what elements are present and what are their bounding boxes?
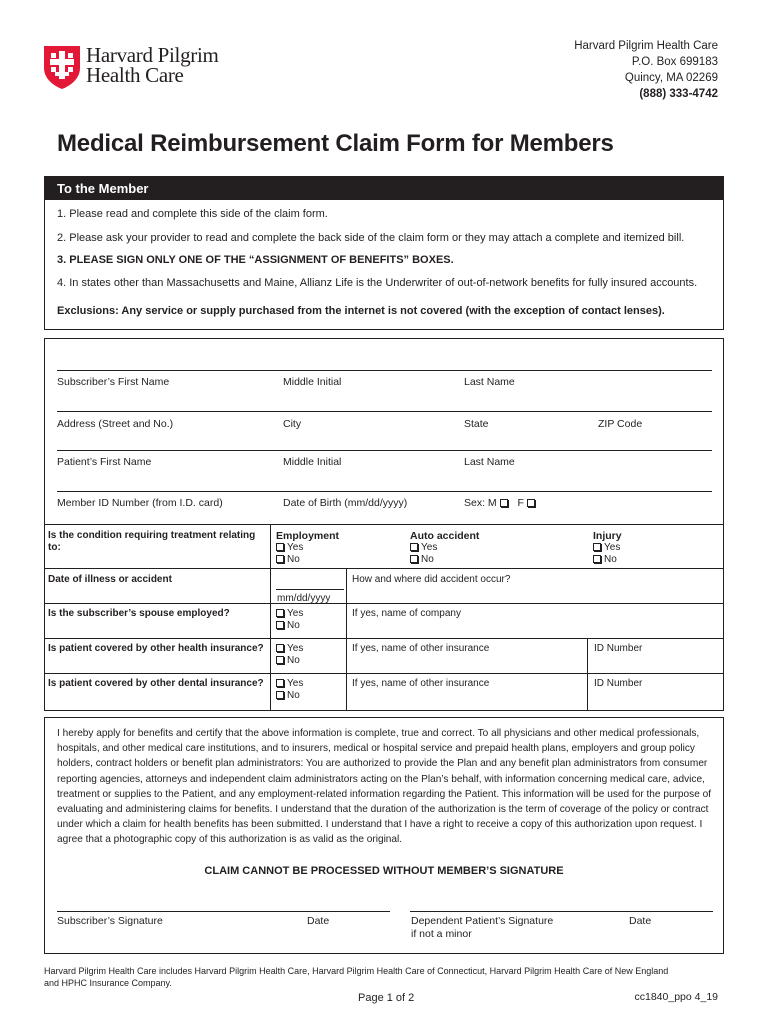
table-col-divider xyxy=(270,524,271,711)
no-label: No xyxy=(287,620,300,631)
member-id-label: Member ID Number (from I.D. card) xyxy=(57,497,223,509)
date-label: Date xyxy=(629,915,652,927)
claim-signature-notice: CLAIM CANNOT BE PROCESSED WITHOUT MEMBER’S SIGNATURE xyxy=(204,865,564,877)
table-row-rule xyxy=(44,568,724,569)
other-dental-question: Is patient covered by other dental insurance? xyxy=(48,678,264,689)
id-number-label: ID Number xyxy=(594,643,643,654)
address-line: Harvard Pilgrim Health Care xyxy=(574,40,718,52)
address-line: Quincy, MA 02269 xyxy=(624,72,718,84)
injury-group xyxy=(593,530,622,566)
employment-yes-checkbox[interactable] xyxy=(276,543,284,551)
other-health-yes-checkbox[interactable] xyxy=(276,644,284,652)
patient-name-line[interactable] xyxy=(57,450,712,451)
table-row-rule xyxy=(44,673,724,674)
patient-first-name-label: Patient’s First Name xyxy=(57,456,152,468)
other-dental-no-checkbox[interactable] xyxy=(276,691,284,699)
no-label: No xyxy=(287,655,300,666)
auto-accident-label: Auto accident xyxy=(410,530,480,542)
logo-line1: Harvard Pilgrim xyxy=(86,43,219,67)
page-title: Medical Reimbursement Claim Form for Members xyxy=(57,130,614,157)
injury-no-checkbox[interactable] xyxy=(593,555,601,563)
answers-col-divider xyxy=(346,603,347,711)
instruction-item: 1. Please read and complete this side of the claim form. xyxy=(57,208,328,220)
auto-yes-checkbox[interactable] xyxy=(410,543,418,551)
dob-label: Date of Birth (mm/dd/yyyy) xyxy=(283,497,408,509)
auto-accident-group xyxy=(410,530,479,566)
form-code: cc1840_ppo 4_19 xyxy=(634,991,718,1003)
condition-question: Is the condition requiring treatment relating to: xyxy=(48,530,256,553)
sex-male-checkbox[interactable] xyxy=(500,499,508,507)
dependent-signature-line2: if not a minor xyxy=(411,928,472,940)
address-label: Address (Street and No.) xyxy=(57,418,174,430)
yes-label: Yes xyxy=(287,542,304,553)
dependent-signature-line1: Dependent Patient’s Signature xyxy=(411,915,554,927)
member-id-line[interactable] xyxy=(57,491,712,492)
other-health-no-checkbox[interactable] xyxy=(276,656,284,664)
instruction-item: 4. In states other than Massachusetts and Maine, Allianz Life is the Underwriter of out-of-network benefits for fully insured accounts. xyxy=(57,277,698,289)
no-label: No xyxy=(421,554,434,565)
other-dental-options xyxy=(276,678,303,702)
spouse-employed-question: Is the subscriber’s spouse employed? xyxy=(48,608,230,619)
employment-label: Employment xyxy=(276,530,340,542)
id-number-label: ID Number xyxy=(594,678,643,689)
city-label: City xyxy=(283,418,302,430)
date-illness-input[interactable] xyxy=(276,589,344,590)
date-col-divider xyxy=(346,568,347,603)
dependent-signature-line[interactable] xyxy=(410,911,713,912)
state-label: State xyxy=(464,418,489,430)
last-name-label: Last Name xyxy=(464,456,515,468)
instruction-item: 3. PLEASE SIGN ONLY ONE OF THE “ASSIGNMENT OF BENEFITS” BOXES. xyxy=(57,254,454,266)
company-name-label: If yes, name of company xyxy=(352,608,461,619)
injury-yes-checkbox[interactable] xyxy=(593,543,601,551)
injury-label: Injury xyxy=(593,530,622,542)
authorization-text: I hereby apply for benefits and certify that the above information is complete, true and correct. To all physicians and other medical professionals, hospitals, and other medical care institutions, and to insurers, medical or hospital service and prepaid health plans, employers and group policy holders, contract holders or benefit plan administrators: You are authorized to provide the Plan and any benefit plan administrators from consumer reporting agencies, attorneys and independent claim administrators acting on the Plan’s behalf, with information concerning medical care, advice, treatment or supplies to the Patient, and any employment-related information regarding the Patient. This information will be used for the purpose of evaluating and administering claims for benefits. I understand that the duration of the authorization is the term of coverage of the policy or contract under which a claim for health benefits has been submitted. I understand that I have a right to receive a copy of this authorization upon request. I agree that a photographic copy of this authorization is as valid as the original. xyxy=(57,728,712,846)
subscriber-name-line[interactable] xyxy=(57,370,712,371)
date-label: Date xyxy=(307,915,330,927)
yes-label: Yes xyxy=(287,643,304,654)
sex-female-label: F xyxy=(517,497,524,509)
sex-label: Sex: M xyxy=(464,497,497,509)
yes-label: Yes xyxy=(287,678,304,689)
id-col-divider xyxy=(587,638,588,711)
no-label: No xyxy=(287,554,300,565)
subscriber-signature-line[interactable] xyxy=(57,911,390,912)
logo-line2: Health Care xyxy=(86,63,184,87)
member-section-heading: To the Member xyxy=(44,176,724,200)
date-illness-label: Date of illness or accident xyxy=(48,574,172,585)
middle-initial-label: Middle Initial xyxy=(283,376,342,388)
other-health-options xyxy=(276,643,303,667)
spouse-no-checkbox[interactable] xyxy=(276,621,284,629)
no-label: No xyxy=(604,554,617,565)
other-health-question: Is patient covered by other health insurance? xyxy=(48,643,264,654)
zip-label: ZIP Code xyxy=(598,418,643,430)
employment-no-checkbox[interactable] xyxy=(276,555,284,563)
yes-label: Yes xyxy=(287,608,304,619)
other-insurance-name-label: If yes, name of other insurance xyxy=(352,643,490,654)
exclusions-note: Exclusions: Any service or supply purchased from the internet is not covered (with the exception of contact lenses). xyxy=(57,305,665,317)
middle-initial-label: Middle Initial xyxy=(283,456,342,468)
mailing-address xyxy=(574,38,718,102)
employment-group xyxy=(276,530,339,566)
subscriber-signature-label: Subscriber’s Signature xyxy=(57,915,163,927)
spouse-employed-options xyxy=(276,608,303,632)
address-line: P.O. Box 699183 xyxy=(631,56,718,68)
table-row-rule xyxy=(44,603,724,604)
date-format-hint: mm/dd/yyyy xyxy=(277,593,331,604)
how-where-label: How and where did accident occur? xyxy=(352,574,511,585)
yes-label: Yes xyxy=(421,542,438,553)
harvard-pilgrim-shield-icon xyxy=(42,44,82,90)
yes-label: Yes xyxy=(604,542,621,553)
address-line-field[interactable] xyxy=(57,411,712,412)
last-name-label: Last Name xyxy=(464,376,515,388)
logo-wordmark xyxy=(86,45,219,85)
other-dental-yes-checkbox[interactable] xyxy=(276,679,284,687)
subscriber-first-name-label: Subscriber’s First Name xyxy=(57,376,170,388)
table-row-rule xyxy=(44,638,724,639)
no-label: No xyxy=(287,690,300,701)
other-dental-insurance-name-label: If yes, name of other insurance xyxy=(352,678,490,689)
footer-note: Harvard Pilgrim Health Care includes Harvard Pilgrim Health Care, Harvard Pilgrim Health Care of Connecticut, Harvard Pilgrim Health Care of New England and HPHC Insurance Company. xyxy=(44,966,669,988)
dependent-signature-label xyxy=(411,915,553,941)
sex-field xyxy=(464,497,538,509)
page-number: Page 1 of 2 xyxy=(358,992,415,1004)
instruction-item: 2. Please ask your provider to read and complete the back side of the claim form or they may attach a complete and itemized bill. xyxy=(57,232,685,244)
phone-number: (888) 333-4742 xyxy=(639,88,718,100)
logo xyxy=(42,44,82,90)
auto-no-checkbox[interactable] xyxy=(410,555,418,563)
table-top-rule xyxy=(44,524,724,525)
sex-female-checkbox[interactable] xyxy=(527,499,535,507)
spouse-yes-checkbox[interactable] xyxy=(276,609,284,617)
